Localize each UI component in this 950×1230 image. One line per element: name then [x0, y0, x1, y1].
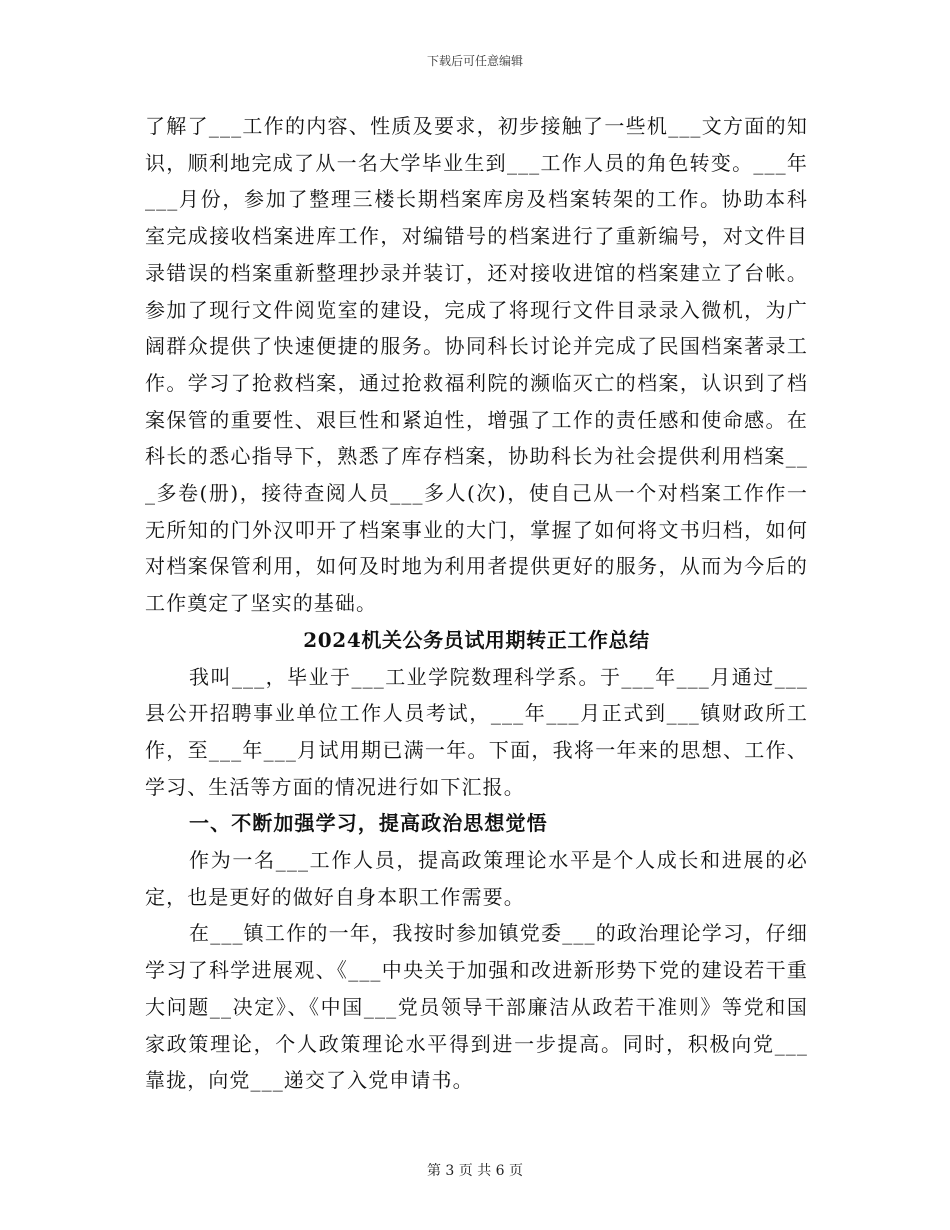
section-heading-1: 一、不断加强学习，提高政治思想觉悟 — [189, 811, 548, 836]
paragraph-party-study: 在___镇工作的一年，我按时参加镇党委___的政治理论学习，仔细学习了科学进展观、《___中央关于加强和改进新形势下党的建设若干重大问题__决定》、《中国___党员领导干部廉洁从政若干准则》等党和国家政策理论，个人政策理论水平得到进一步提高。同时，积极向党___靠拢，向党___递交了入党申请书。 — [145, 921, 808, 1093]
document-body — [145, 108, 808, 1099]
intro-paragraph: 了解了___工作的内容、性质及要求，初步接触了一些机___文方面的知识，顺利地完成了从一名大学毕业生到___工作人员的角色转变。___年___月份，参加了整理三楼长期档案库房及档案转架的工作。协助本科室完成接收档案进库工作，对编错号的档案进行了重新编号，对文件目录错误的档案重新整理抄录并装订，还对接收进馆的档案建立了台帐。参加了现行文件阅览室的建设，完成了将现行文件目录录入微机，为广阔群众提供了快速便捷的服务。协同科长讨论并完成了民国档案著录工作。学习了抢救档案，通过抢救福利院的濒临灭亡的档案，认识到了档案保管的重要性、艰巨性和紧迫性，增强了工作的责任感和使命感。在科长的悉心指导下，熟悉了库存档案，协助科长为社会提供利用档案___多卷(册)，接待查阅人员___多人(次)，使自己从一个对档案工作作一无所知的门外汉叩开了档案事业的大门，掌握了如何将文书归档，如何对档案保管利用，如何及时地为利用者提供更好的服务，从而为今后的工作奠定了坚实的基础。 — [145, 114, 808, 616]
page-header: 下载后可任意编辑 — [426, 54, 523, 68]
document-title: 2024机关公务员试用期转正工作总结 — [303, 627, 650, 652]
paragraph-self-introduction: 我叫___，毕业于___工业学院数理科学系。于___年___月通过___县公开招聘事业单位工作人员考试，___年___月正式到___镇财政所工作，至___年___月试用期已满一年。下面，我将一年来的思想、工作、学习、生活等方面的情况进行如下汇报。 — [145, 664, 808, 799]
paragraph-policy-study: 作为一名___工作人员，提高政策理论水平是个人成长和进展的必定，也是更好的做好自身本职工作需要。 — [145, 848, 808, 909]
page-number: 第 3 页 共 6 页 — [426, 1163, 524, 1179]
